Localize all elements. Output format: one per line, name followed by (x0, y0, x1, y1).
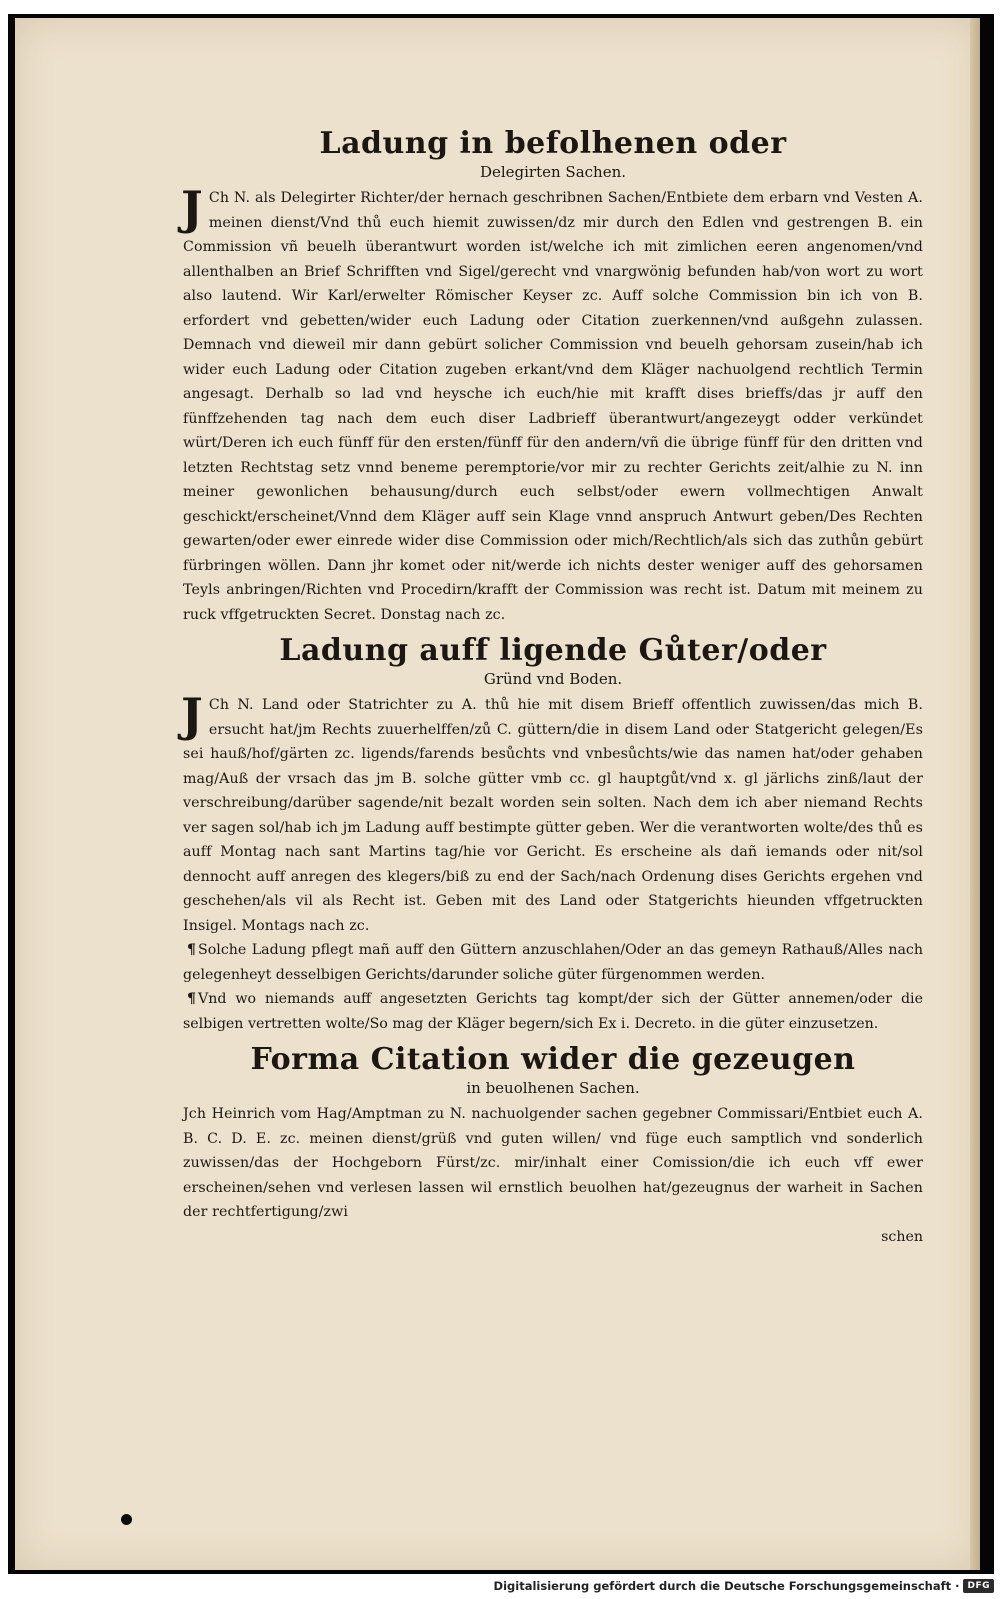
section-subheading-1: Delegirten Sachen. (479, 163, 627, 181)
ink-dot (121, 1514, 132, 1525)
catchword: schen (881, 1228, 923, 1245)
section-heading-1: Ladung in befolhenen oder (319, 126, 787, 161)
section-body-1: Ch N. als Delegirter Richter/der hernach geschribnen Sachen/Entbiete dem erbarn vnd Vesten A. meinen dienst/Vnd thů euch hiemit zuwissen/dz mir durch den Edlen vnd gestrengen B. ein Commission vñ beuelh überantwurt worden ist/welche ich mit zimlichen eeren angenomen/vnd allenthalben an Brief Schrifften vnd Sigel/gerecht vnd vnargwönig befunden hab/von wort zu wort also lautend. Wir Karl/erwelter Römischer Keyser zc. Auff solche Commission bin ich von B. erfordert vnd gebetten/wider euch Ladung oder Citation zuerkennen/vnd außgehn zulassen. Demnach vnd dieweil mir dann gebürt solicher Commission vnd beuelh gehorsam zusein/hab ich wider euch Ladung oder Citation zugeben erkant/vnd dem Kläger nachuolgend rechtlich Termin angesagt. Derhalb so lad vnd heysche ich euch/hie mit krafft dises brieffs/das jr auff den fünffzehenden tag nach dem euch diser Ladbrieff überantwurt/angezeygt odder verkündet würt/Deren ich euch fünff für den ersten/fünff für den andern/vñ die übrige fünff für den dritten vnd letzten Rechtstag setz vnnd beneme peremptorie/vor mir zu rechter Gerichts zeit/alhie zu N. inn meiner gewonlichen behausung/durch euch selbst/oder ewern vollmechtigen Anwalt geschickt/erscheinet/Vnnd dem Kläger auff sein Klage vnnd anspruch Antwurt geben/Des Rechten gewarten/oder ewer einrede wider dise Commission oder mich/Rechtlich/als sich das zuthůn gebürt fürbringen wöllen. Dann jhr komet oder nit/werde ich nichts dester weniger auff des gehorsamen Teyls anbringen/Richten vnd Procedirn/krafft der Commission was recht ist. Datum mit meinem zu ruck vffgetruckten Secret. Donstag nach zc. (183, 190, 923, 623)
section-heading-3: Forma Citation wider die gezeugen (250, 1042, 856, 1077)
page-edge (970, 18, 980, 1570)
drop-initial-1: J (181, 181, 203, 235)
section-text-2 (181, 688, 923, 938)
section-text-1 (181, 181, 923, 627)
note-text-1: Solche Ladung pflegt mañ auff den Güttern anzuschlahen/Oder an das gemeyn Rathauß/Alles nach gelegenheyt desselbigen Gerichts/darunder soliche güter fürgenommen werden. (183, 942, 923, 983)
pilcrow-icon: ¶ (187, 942, 197, 958)
note-text-2: Vnd wo niemands auff angesetzten Gerichts tag kompt/der sich der Gütter annemen/oder die selbigen vertretten wolte/So mag der Kläger begern/sich Ex i. Decreto. in die güter einzusetzen. (183, 991, 923, 1032)
section-text-3: Jch Heinrich vom Hag/Amptman zu N. nachuolgender sachen gegebner Commissari/Entbiet euch A. B. C. D. E. zc. meinen dienst/grüß vnd guten willen/ vnd füge euch samptlich vnd sonderlich zuwissen/das der Hochgeborn Fürst/zc. mir/inhalt einer Comission/die ich euch vff ewer erscheinen/sehen vnd verlesen lassen wil ernstlich beuolhen hat/gezeugnus der warheit in Sachen der rechtfertigung/zwi (183, 1106, 923, 1220)
scan-frame (8, 14, 994, 1574)
note-paragraph-1 (183, 938, 923, 987)
drop-initial-2: J (181, 688, 203, 742)
section-heading-2: Ladung auff ligende Gůter/oder (279, 633, 827, 668)
note-paragraph-2 (183, 987, 923, 1036)
pilcrow-icon: ¶ (187, 991, 197, 1007)
section-body-2: Ch N. Land oder Statrichter zu A. thů hie mit disem Brieff offentlich zuwissen/das mich B. ersucht hat/jm Rechts zuuerhelffen/zů C. güttern/die in disem Land oder Statgericht gelegen/Es sei hauß/hof/gärten zc. ligends/farends besůchts vnd vnbesůchts/wie das namen hat/oder gehaben mag/Auß der vrsach das jm B. solche gütter vmb cc. gl hauptgůt/vnd x. gl järlichs zinß/laut der verschreibung/darüber sagende/nit bezalt worden sein solten. Nach dem ich aber niemand Rechts ver sagen sol/hab ich jm Ladung auff bestimpte gütter geben. Wer die verantworten wolte/des thů es auff Montag nach sant Martins tag/hie vor Gericht. Es erscheine als dañ iemands oder nit/sol dennocht auff anregen des klegers/biß zu end der Sach/nach Ordenung dises Gerichts ergehen vnd geschehen/als vil als Recht ist. Geben mit des Land oder Statgerichts hieunden vffgetruckten Insigel. Montags nach zc. (183, 697, 923, 934)
section-subheading-2: Gründ vnd Boden. (483, 670, 623, 688)
digitization-footer (0, 1575, 994, 1597)
dfg-logo-icon: DFG (963, 1579, 994, 1593)
section-subheading-3: in beuolhenen Sachen. (466, 1079, 640, 1097)
footer-credit: Digitalisierung gefördert durch die Deutsche Forschungsgemeinschaft · (493, 1579, 960, 1593)
book-page (15, 18, 980, 1570)
page-content (183, 126, 923, 1249)
